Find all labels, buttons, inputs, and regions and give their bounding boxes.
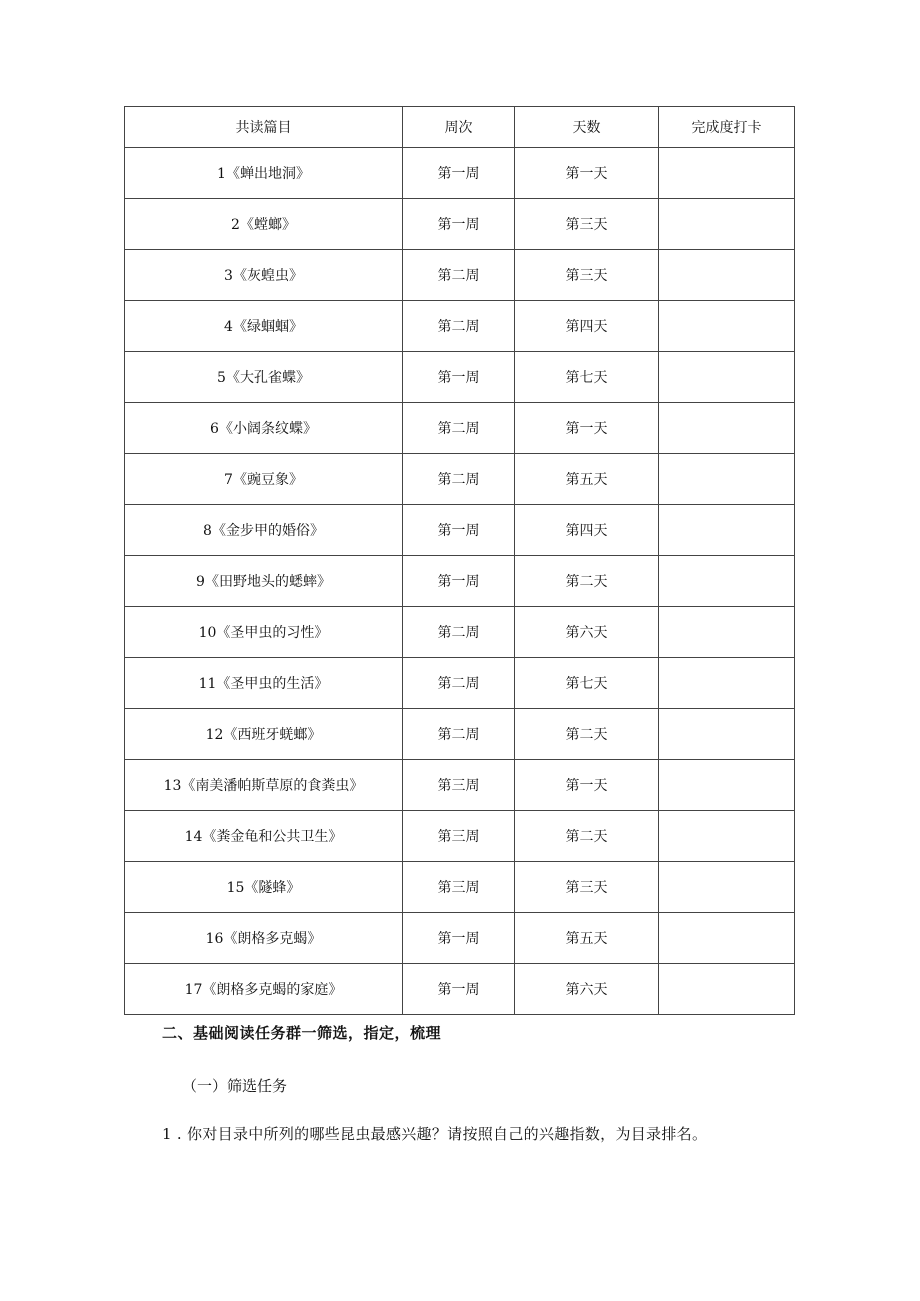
cell-day: 第五天 <box>515 913 659 964</box>
table-row <box>125 301 795 352</box>
cell-title: 9《田野地头的蟋蟀》 <box>125 556 403 607</box>
cell-day: 第六天 <box>515 964 659 1015</box>
cell-week: 第二周 <box>403 403 515 454</box>
cell-day: 第三天 <box>515 199 659 250</box>
table-header-row <box>125 107 795 148</box>
table-row <box>125 403 795 454</box>
cell-week: 第三周 <box>403 811 515 862</box>
cell-week: 第三周 <box>403 862 515 913</box>
cell-title: 13《南美潘帕斯草原的食粪虫》 <box>125 760 403 811</box>
cell-day: 第二天 <box>515 709 659 760</box>
cell-check <box>659 862 795 913</box>
cell-check <box>659 964 795 1015</box>
cell-check <box>659 658 795 709</box>
cell-week: 第二周 <box>403 607 515 658</box>
cell-day: 第四天 <box>515 301 659 352</box>
cell-check <box>659 505 795 556</box>
cell-title: 11《圣甲虫的生活》 <box>125 658 403 709</box>
table-row <box>125 199 795 250</box>
cell-day: 第七天 <box>515 352 659 403</box>
cell-check <box>659 352 795 403</box>
table-row <box>125 709 795 760</box>
cell-check <box>659 607 795 658</box>
cell-week: 第二周 <box>403 454 515 505</box>
table-row <box>125 607 795 658</box>
cell-title: 15《隧蜂》 <box>125 862 403 913</box>
cell-title: 8《金步甲的婚俗》 <box>125 505 403 556</box>
cell-check <box>659 454 795 505</box>
cell-week: 第一周 <box>403 505 515 556</box>
table-row <box>125 556 795 607</box>
cell-day: 第六天 <box>515 607 659 658</box>
table-row <box>125 658 795 709</box>
cell-title: 3《灰蝗虫》 <box>125 250 403 301</box>
cell-title: 16《朗格多克蝎》 <box>125 913 403 964</box>
cell-week: 第二周 <box>403 658 515 709</box>
table-row <box>125 505 795 556</box>
table-row <box>125 454 795 505</box>
cell-check <box>659 556 795 607</box>
table-row <box>125 811 795 862</box>
cell-week: 第一周 <box>403 148 515 199</box>
cell-day: 第一天 <box>515 760 659 811</box>
cell-title: 10《圣甲虫的习性》 <box>125 607 403 658</box>
section-heading: 二、基础阅读任务群一筛选，指定，梳理 <box>162 1024 442 1042</box>
header-day: 天数 <box>515 107 659 148</box>
table-row <box>125 250 795 301</box>
cell-title: 5《大孔雀蝶》 <box>125 352 403 403</box>
cell-week: 第一周 <box>403 199 515 250</box>
table-row <box>125 148 795 199</box>
cell-check <box>659 709 795 760</box>
cell-check <box>659 913 795 964</box>
cell-check <box>659 250 795 301</box>
cell-day: 第三天 <box>515 250 659 301</box>
table-row <box>125 913 795 964</box>
cell-week: 第一周 <box>403 913 515 964</box>
reading-schedule-table <box>124 106 795 1015</box>
header-title: 共读篇目 <box>125 107 403 148</box>
cell-day: 第二天 <box>515 556 659 607</box>
cell-title: 6《小阔条纹蝶》 <box>125 403 403 454</box>
cell-title: 7《豌豆象》 <box>125 454 403 505</box>
cell-check <box>659 811 795 862</box>
table-row <box>125 862 795 913</box>
cell-day: 第四天 <box>515 505 659 556</box>
cell-week: 第一周 <box>403 964 515 1015</box>
cell-title: 2《螳螂》 <box>125 199 403 250</box>
cell-check <box>659 301 795 352</box>
cell-week: 第二周 <box>403 250 515 301</box>
cell-day: 第三天 <box>515 862 659 913</box>
header-check: 完成度打卡 <box>659 107 795 148</box>
cell-week: 第一周 <box>403 556 515 607</box>
cell-title: 17《朗格多克蝎的家庭》 <box>125 964 403 1015</box>
cell-week: 第一周 <box>403 352 515 403</box>
header-week: 周次 <box>403 107 515 148</box>
table-row <box>125 760 795 811</box>
cell-check <box>659 760 795 811</box>
question-text: 1 . 你对目录中所列的哪些昆虫最感兴趣？请按照自己的兴趣指数，为目录排名。 <box>162 1125 708 1143</box>
table-row <box>125 964 795 1015</box>
cell-day: 第七天 <box>515 658 659 709</box>
cell-title: 12《西班牙蜣螂》 <box>125 709 403 760</box>
cell-week: 第三周 <box>403 760 515 811</box>
cell-title: 1《蝉出地洞》 <box>125 148 403 199</box>
cell-check <box>659 199 795 250</box>
table-body <box>125 148 795 1015</box>
cell-title: 4《绿蝈蝈》 <box>125 301 403 352</box>
cell-check <box>659 403 795 454</box>
cell-week: 第二周 <box>403 709 515 760</box>
cell-day: 第一天 <box>515 148 659 199</box>
cell-week: 第二周 <box>403 301 515 352</box>
sub-heading: （一）筛选任务 <box>182 1077 288 1095</box>
cell-day: 第二天 <box>515 811 659 862</box>
cell-check <box>659 148 795 199</box>
cell-title: 14《粪金龟和公共卫生》 <box>125 811 403 862</box>
table-row <box>125 352 795 403</box>
cell-day: 第五天 <box>515 454 659 505</box>
cell-day: 第一天 <box>515 403 659 454</box>
